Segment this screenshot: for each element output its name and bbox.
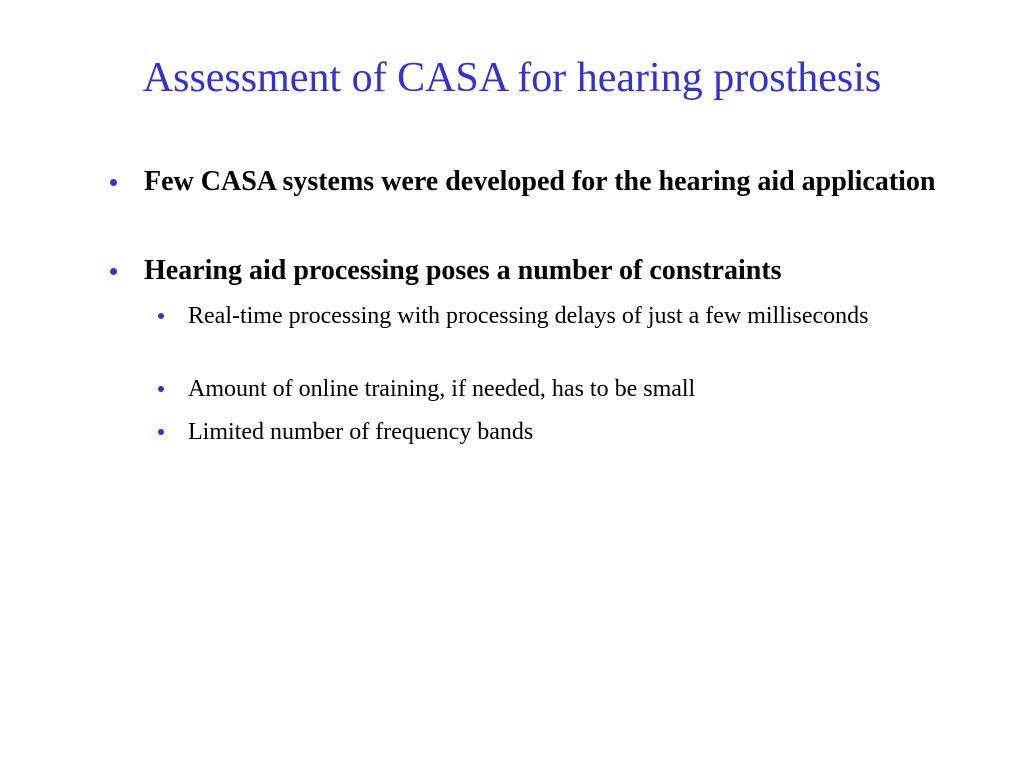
sub-bullet-item: [188, 372, 888, 406]
sub-bullet-item: [188, 415, 888, 449]
bullet-dot-icon: [158, 313, 164, 319]
bullet-item: [144, 164, 964, 200]
sub-bullet-text: Real-time processing with processing delays of just a few milliseconds: [188, 303, 869, 329]
bullet-text: Hearing aid processing poses a number of constraints: [144, 255, 782, 286]
bullet-item: [144, 253, 964, 289]
slide-title: Assessment of CASA for hearing prosthesis: [142, 55, 882, 101]
sub-bullet-text: Limited number of frequency bands: [188, 419, 534, 445]
bullet-dot-icon: [158, 386, 164, 392]
sub-bullet-text: Amount of online training, if needed, has to be small: [188, 376, 696, 402]
bullet-dot-icon: [158, 429, 164, 435]
bullet-dot-icon: [110, 268, 117, 275]
bullet-dot-icon: [110, 179, 117, 186]
sub-bullet-item: [188, 299, 888, 333]
bullet-text: Few CASA systems were developed for the hearing aid application: [144, 166, 936, 197]
